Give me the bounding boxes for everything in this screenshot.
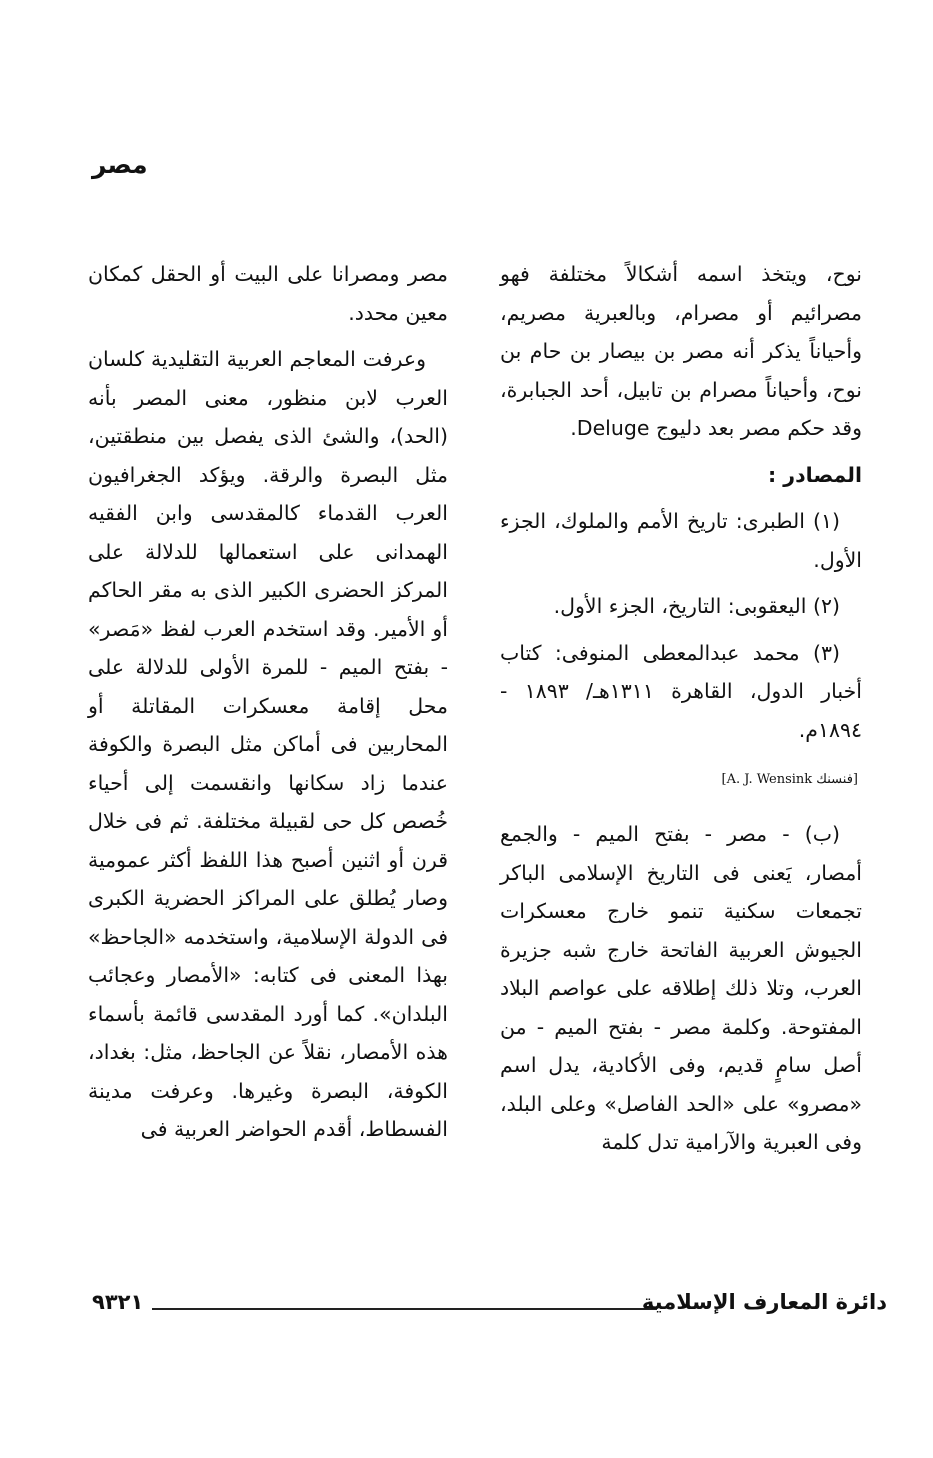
right-column bbox=[500, 255, 862, 1170]
paragraph: وعرفت المعاجم العربية التقليدية كلسان العرب لابن منظور، معنى المصر بأنه (الحد)، والشئ الذى يفصل بين منطقتين، مثل البصرة والرقة. ويؤكد الجغرافيون العرب القدماء كالمقدسى وابن الفقيه الهمدانى على استعمالها للدلالة على المركز الحضرى الكبير الذى به مقر الحاكم أو الأمير. وقد استخدم العرب لفظ «مَصر» - بفتح الميم - للمرة الأولى للدلالة على محل إقامة معسكرات المقاتلة أو المحاربين فى أماكن مثل البصرة والكوفة عندما زاد سكانها وانقسمت إلى أحياء خُصص كل حى لقبيلة مختلفة. ثم فى خلال قرن أو اثنين أصبح هذا اللفظ أكثر عمومية وصار يُطلق على المراكز الحضرية الكبرى فى الدولة الإسلامية، واستخدمه «الجاحظ» بهذا المعنى فى كتابه: «الأمصار وعجائب البلدان». كما أورد المقدسى قائمة بأسماء هذه الأمصار، نقلاً عن الجاحظ، مثل: بغداد، الكوفة، البصرة وغيرها. وعرفت مدينة الفسطاط، أقدم الحواضر العربية فى bbox=[88, 347, 448, 1141]
paragraph: نوح، ويتخذ اسمه أشكالاً مختلفة فهو مصرائيم أو مصرام، وبالعبرية مصريم، وأحياناً يذكر أنه مصر بن بيصار بن حام بن نوح، وأحياناً مصرام بن تابيل، أحد الجبابرة، وقد حكم مصر بعد دليوج Deluge. bbox=[500, 262, 862, 440]
source-item: (٣) محمد عبدالمعطى المنوفى: كتاب أخبار الدول، القاهرة ١٣١١هـ/ ١٨٩٣ - ١٨٩٤م. bbox=[500, 640, 862, 742]
running-title: مصر bbox=[92, 150, 148, 179]
source-item: (٢) اليعقوبى: التاريخ، الجزء الأول. bbox=[553, 594, 840, 618]
author-attribution: [A. J. Wensink فنسنك] bbox=[721, 772, 858, 787]
source-item: (١) الطبرى: تاريخ الأمم والملوك، الجزء الأول. bbox=[500, 509, 862, 572]
series-title: دائرة المعارف الإسلامية bbox=[641, 1290, 887, 1314]
left-column bbox=[88, 255, 448, 1157]
paragraph: (ب) - مصر - بفتح الميم - والجمع أمصار، يَعنى فى التاريخ الإسلامى الباكر تجمعات سكنية تنمو خارج معسكرات الجيوش العربية الفاتحة خارج شبه جزيرة العرب، وتلا ذلك إطلاقه على عواصم البلاد المفتوحة. وكلمة مصر - بفتح الميم - من أصل سامٍ قديم، وفى الأكادية، يدل اسم «مصرو» على «الحد الفاصل» وعلى البلد، وفى العبرية والآرامية تدل كلمة bbox=[500, 822, 862, 1154]
paragraph: مصر ومصرانا على البيت أو الحقل كمكان معين محدد. bbox=[88, 262, 448, 325]
page-number: ٩٣٢١ bbox=[92, 1290, 144, 1314]
footer-rule bbox=[152, 1308, 657, 1310]
page-footer bbox=[92, 1290, 887, 1324]
sources-heading: المصادر : bbox=[767, 462, 862, 487]
